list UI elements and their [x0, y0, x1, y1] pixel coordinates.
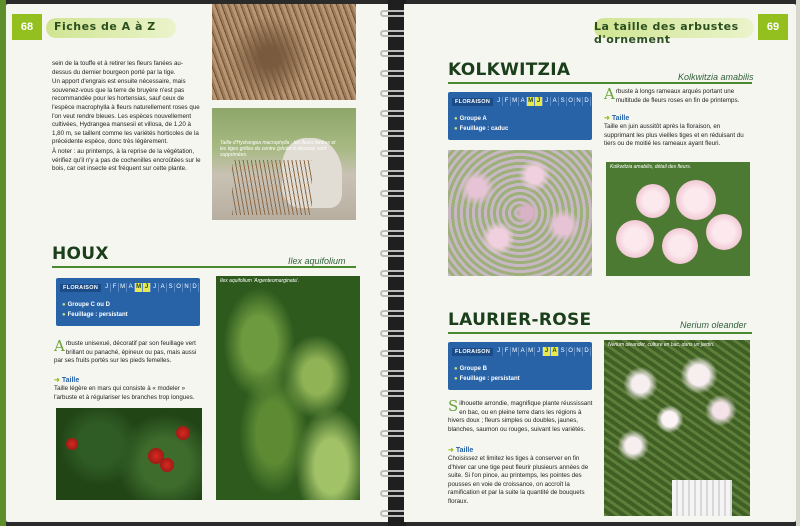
nerium-photo: [604, 340, 750, 516]
intro-text: [448, 397, 594, 434]
bullet-icon: ●: [62, 312, 66, 318]
floraison-label: FLORAISON: [60, 284, 101, 292]
bullet-icon: ●: [454, 376, 458, 382]
floraison-calendar: [452, 347, 591, 356]
month-cell: A: [551, 97, 559, 106]
section-divider: [448, 332, 752, 334]
month-cell: N: [183, 283, 191, 292]
month-cell: O: [567, 347, 575, 356]
month-cell: F: [111, 283, 119, 292]
month-cell: J: [151, 283, 159, 292]
foliage-text: Feuillage : persistant: [459, 376, 520, 382]
month-cell: D: [191, 283, 199, 292]
taille-text: Choisissez et limitez les tiges à conserver en fin d'hiver car une tige peut fleurir plusieurs années de suite. Si l'on pince, au printemps, les pointes des pousses en voie de croissance, on accroît la ramification et par la suite la quantité de bouquets floraux.: [448, 455, 589, 505]
bullet-icon: ●: [454, 126, 458, 132]
month-cell: M: [120, 284, 126, 290]
page-number: 69: [758, 14, 788, 40]
month-cell: O: [567, 97, 575, 106]
right-page: [404, 4, 796, 522]
intro-text: [54, 337, 204, 366]
section-title-laurier-rose: LAURIER-ROSE: [448, 310, 592, 330]
group-text: Groupe A: [459, 116, 487, 122]
floraison-calendar: [60, 283, 199, 292]
taille-text: Taille légère en mars qui consiste à « modeler » l'arbuste et à régulariser les branches trop longues.: [54, 385, 195, 401]
flower: [706, 214, 742, 250]
page-number: 68: [12, 14, 42, 40]
holly-photo: [216, 276, 360, 500]
dropcap: S: [448, 397, 459, 415]
book-edge: [796, 0, 800, 526]
month-cell: D: [583, 347, 591, 356]
taille-label: Taille: [455, 447, 474, 454]
month-cell: J: [495, 97, 503, 106]
latin-name: Kolkwitzia amabilis: [678, 72, 754, 82]
month-cell: M: [528, 348, 534, 354]
photo-caption: Kolkwitzia amabilis, détail des fleurs.: [610, 164, 692, 170]
foliage-line: [62, 312, 128, 318]
berry: [176, 426, 190, 440]
flower: [662, 228, 698, 264]
intro-text: [604, 85, 750, 105]
photo-caption: Nerium oleander, culture en bac, dans un jardin.: [608, 342, 715, 348]
berry: [160, 458, 174, 472]
taille-label: Taille: [61, 377, 80, 384]
photo-caption: Taille d'Hydrangea macrophylla : les fleurs fanées et les tiges grêles du centre (photo ci-dessus) sont supprimées.: [220, 140, 336, 158]
month-cell: S: [559, 347, 567, 356]
month-cell: A: [519, 347, 527, 356]
flower: [636, 184, 670, 218]
foliage-text: Feuillage : persistant: [67, 312, 128, 318]
latin-name: Ilex aquifolium: [288, 256, 346, 266]
month-cell: S: [167, 283, 175, 292]
group-text: Groupe C ou D: [67, 302, 110, 308]
hydrangea-pruned-photo: [212, 4, 356, 100]
month-cell-active: A: [551, 347, 559, 356]
bullet-icon: ●: [454, 116, 458, 122]
intro-body: rbuste unisexué, décoratif par son feuillage vert brillant ou panaché, épineux ou pas, mais aussi par ses fruits portés sur les pieds femelles.: [54, 340, 197, 365]
berry: [66, 438, 78, 450]
flower: [676, 180, 716, 220]
hydrangea-photo: [212, 108, 356, 220]
kolkwitzia-bush-photo: [448, 150, 592, 276]
month-cell: F: [503, 97, 511, 106]
planter-box: [672, 480, 732, 516]
holly-berries-photo: [56, 408, 202, 500]
paragraph: sein de la touffe et à retirer les fleurs fanées au-dessus du dernier bourgeon porté par la tige.: [52, 60, 183, 76]
intro-body: rbuste à longs rameaux arqués portant une multitude de fleurs roses en fin de printemps.: [615, 88, 740, 104]
month-cell: N: [575, 97, 583, 106]
photo-caption: Ilex aquifolium 'Argenteomarginata'.: [220, 278, 300, 284]
section-divider: [52, 266, 356, 268]
left-page: [6, 4, 390, 522]
page-header: Fiches de A à Z: [54, 20, 156, 33]
arrow-icon: ➜: [604, 115, 610, 122]
month-cell: J: [495, 347, 503, 356]
paragraph: Un apport d'engrais est ensuite nécessaire, mais souvenez-vous que la terre de bruyère n'est pas recommandée pour les hortensias, sauf ceux de l'espèce macrophylla à fleurs naturellement roses que l'on veut rendre bleues. Les espèces nouvellement cultivées, Hydrangea mansesii et villosa, de 1,20 à 1,80 m, se taillent comme les variétés horticoles de la précédente espèce, donc très légèrement.: [52, 78, 200, 146]
group-line: [454, 116, 487, 122]
month-cell: S: [559, 97, 567, 106]
month-cell: M: [512, 98, 518, 104]
floraison-calendar: [452, 97, 591, 106]
month-cell: A: [519, 97, 527, 106]
foliage-line: [454, 376, 520, 382]
taille-heading: [54, 376, 79, 384]
stems-shape: [232, 160, 312, 215]
month-cell: O: [175, 283, 183, 292]
month-cell-active: J: [535, 97, 543, 106]
month-cell: J: [103, 283, 111, 292]
section-divider: [448, 82, 752, 84]
continued-text: [52, 60, 202, 175]
month-cell: J: [535, 347, 543, 356]
taille-text: Taille en juin aussitôt après la floraison, en supprimant les plus vieilles tiges et en réduisant du tiers ou de moitié les rameaux ayant fleuri.: [604, 123, 744, 148]
taille-heading: [604, 114, 629, 122]
dropcap: A: [604, 85, 615, 103]
month-cell: M: [512, 348, 518, 354]
paragraph: À noter : au printemps, à la reprise de la végétation, vérifiez qu'il n'y a pas de cochenilles encroûtées sur le bois, car cet insecte est fréquent sur cette plante.: [52, 147, 201, 173]
arrow-icon: ➜: [448, 447, 454, 454]
flower: [616, 220, 654, 258]
arrow-icon: ➜: [54, 377, 60, 384]
bullet-icon: ●: [62, 302, 66, 308]
foliage-text: Feuillage : caduc: [459, 126, 509, 132]
group-line: [62, 302, 110, 308]
month-cell: D: [583, 97, 591, 106]
latin-name: Nerium oleander: [680, 320, 747, 330]
info-box-kolkwitzia: [448, 92, 592, 140]
month-cell: F: [503, 347, 511, 356]
kolkwitzia-flowers-photo: [606, 162, 750, 276]
intro-body: ilhouette arrondie, magnifique plante réussissant en bac, ou en pleine terre dans les régions à hivers doux ; fleurs simples ou doubles, jaunes, blanches, saumon ou rouges, suivant les variétés.: [448, 400, 593, 433]
month-cell-active: J: [543, 347, 551, 356]
month-cell: J: [543, 97, 551, 106]
info-box-houx: [56, 278, 200, 326]
group-text: Groupe B: [459, 366, 487, 372]
group-line: [454, 366, 487, 372]
month-cell-active: M: [528, 98, 534, 104]
month-cell-active: M: [136, 284, 142, 290]
dropcap: A: [54, 337, 65, 355]
month-cell: A: [127, 283, 135, 292]
taille-heading: [448, 446, 473, 454]
bullet-icon: ●: [454, 366, 458, 372]
month-cell: A: [159, 283, 167, 292]
section-title-houx: HOUX: [52, 244, 109, 264]
foliage-line: [454, 126, 508, 132]
info-box-laurier: [448, 342, 592, 390]
month-cell: N: [575, 347, 583, 356]
month-cell-active: J: [143, 283, 151, 292]
floraison-label: FLORAISON: [452, 98, 493, 106]
page-header: La taille des arbustes d'ornement: [594, 20, 739, 46]
section-title-kolkwitzia: KOLKWITZIA: [448, 60, 571, 80]
floraison-label: FLORAISON: [452, 348, 493, 356]
taille-label: Taille: [611, 115, 630, 122]
